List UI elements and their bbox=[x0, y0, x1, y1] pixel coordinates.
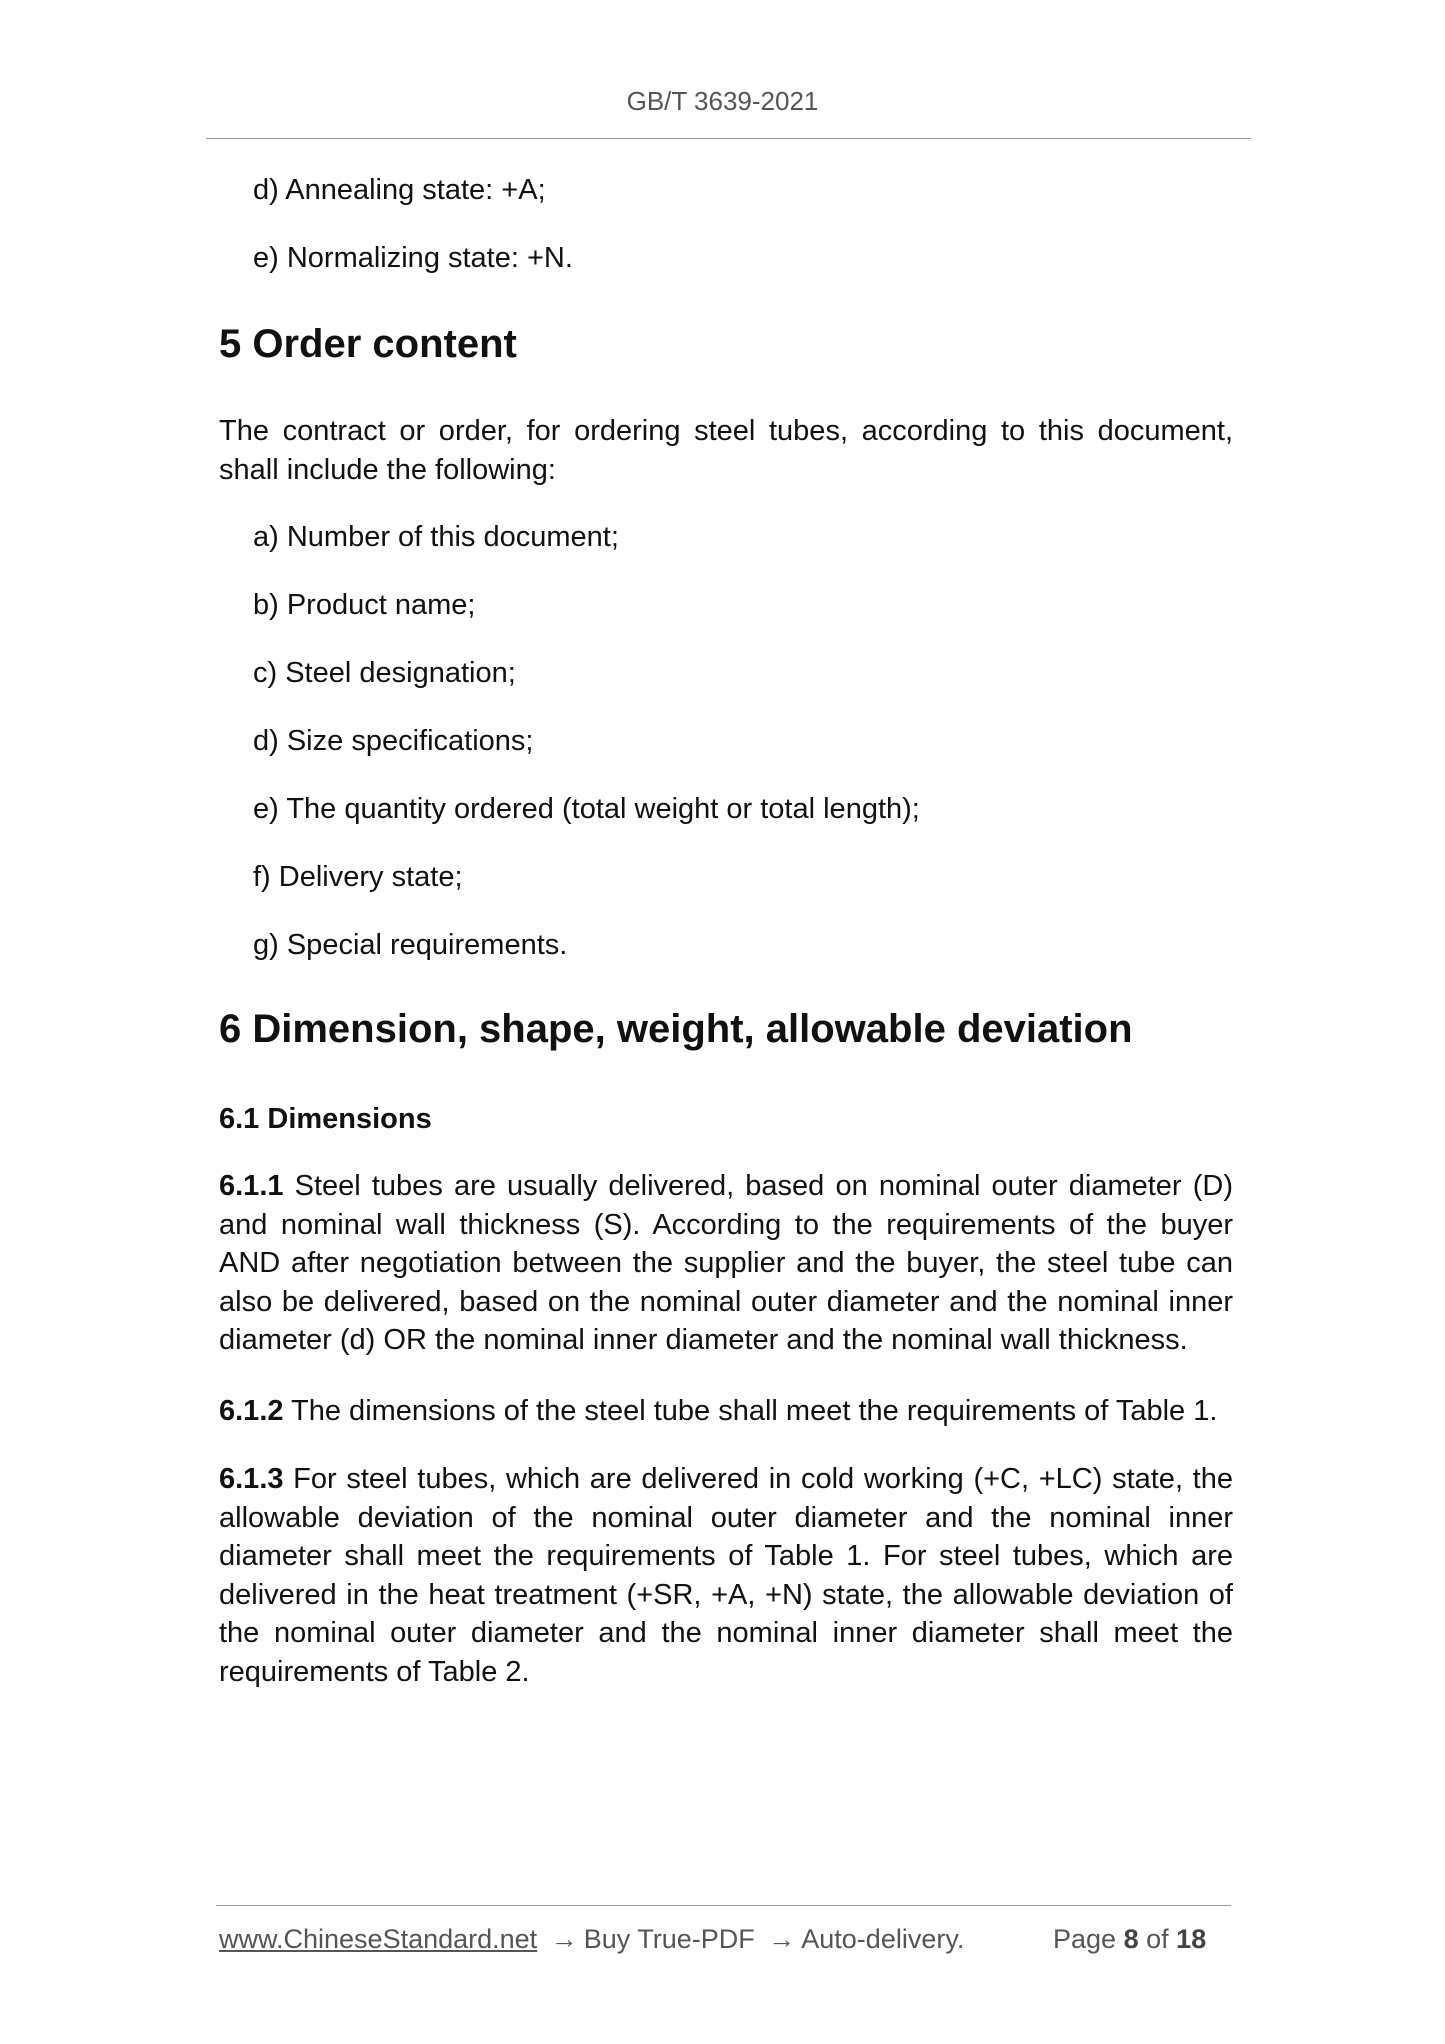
section-5-heading: 5 Order content bbox=[219, 322, 517, 366]
section-6-heading: 6 Dimension, shape, weight, allowable deviation bbox=[219, 1007, 1133, 1051]
clause-number: 6.1.2 bbox=[219, 1395, 284, 1427]
list-item: a) Number of this document; bbox=[253, 521, 619, 553]
footer-links bbox=[219, 1924, 964, 1955]
list-item: e) The quantity ordered (total weight or total length); bbox=[253, 793, 920, 825]
page-label: Page bbox=[1053, 1924, 1117, 1954]
buy-pdf-text: Buy True-PDF bbox=[583, 1924, 755, 1954]
total-pages-number: 18 bbox=[1176, 1924, 1207, 1954]
clause-6-1-1 bbox=[219, 1167, 1233, 1360]
list-item: d) Annealing state: +A; bbox=[253, 174, 546, 206]
page-of-label: of bbox=[1146, 1924, 1169, 1954]
list-item: d) Size specifications; bbox=[253, 725, 534, 757]
clause-6-1-3 bbox=[219, 1460, 1233, 1691]
page-indicator bbox=[1053, 1924, 1206, 1955]
clause-text: For steel tubes, which are delivered in cold working (+C, +LC) state, the allowable deviation of the nominal outer diameter and the nominal inner diameter shall meet the requirements of Table 1. For steel tubes, which are delivered in the heat treatment (+SR, +A, +N) state, the allowable deviation of the nominal outer diameter and the nominal inner diameter shall meet the requirements of Table 2. bbox=[219, 1463, 1233, 1688]
section-5-intro: The contract or order, for ordering steel tubes, according to this document, shall include the following: bbox=[219, 415, 1233, 486]
footer-divider bbox=[216, 1905, 1231, 1906]
list-item: g) Special requirements. bbox=[253, 929, 568, 961]
document-number-header: GB/T 3639-2021 bbox=[626, 86, 819, 116]
clause-text: The dimensions of the steel tube shall meet the requirements of Table 1. bbox=[283, 1395, 1218, 1427]
clause-number: 6.1.1 bbox=[219, 1170, 284, 1202]
clause-6-1-2 bbox=[219, 1392, 1233, 1431]
list-item: b) Product name; bbox=[253, 589, 476, 621]
subsection-6-1-heading: 6.1 Dimensions bbox=[219, 1103, 432, 1135]
header-divider bbox=[206, 138, 1251, 139]
list-item: c) Steel designation; bbox=[253, 657, 516, 689]
website-link[interactable]: www.ChineseStandard.net bbox=[219, 1924, 538, 1954]
auto-delivery-text: Auto-delivery. bbox=[801, 1924, 965, 1954]
clause-text: Steel tubes are usually delivered, based on nominal outer diameter (D) and nominal wall thickness (S). According to the requirements of the buyer AND after negotiation between the supplier and the buyer, the steel tube can also be delivered, based on the nominal outer diameter and the nominal inner diameter (d) OR the nominal inner diameter and the nominal wall thickness. bbox=[219, 1170, 1233, 1356]
arrow-right-icon: → bbox=[768, 1924, 796, 1954]
list-item: f) Delivery state; bbox=[253, 861, 463, 893]
current-page-number: 8 bbox=[1123, 1924, 1139, 1954]
list-item: e) Normalizing state: +N. bbox=[253, 242, 573, 274]
clause-number: 6.1.3 bbox=[219, 1463, 284, 1495]
arrow-right-icon: → bbox=[550, 1924, 578, 1954]
